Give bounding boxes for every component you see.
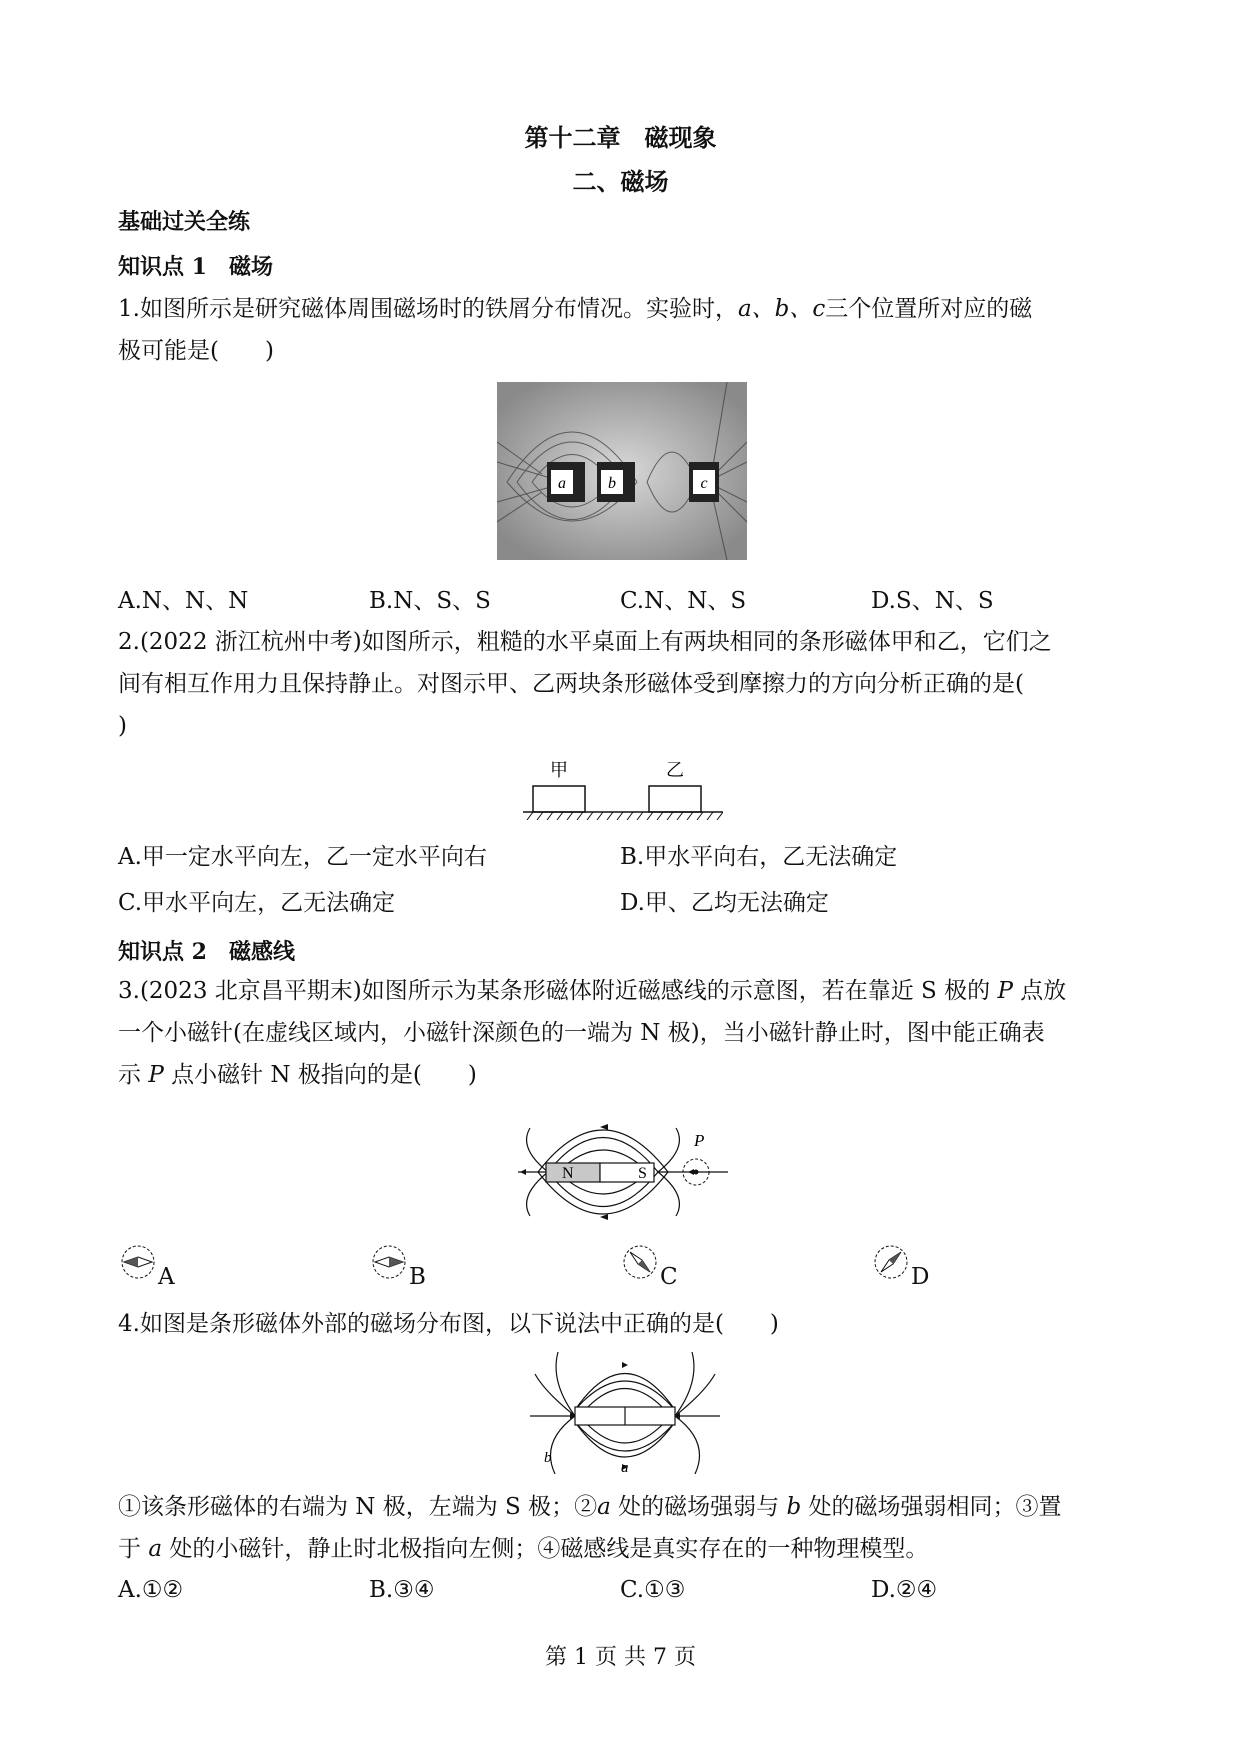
q3-option-a-label: A	[158, 1264, 175, 1290]
q4-option-b: B.③④	[369, 1577, 435, 1603]
label-a-point: a	[621, 1460, 629, 1474]
q3-option-a-compass	[118, 1244, 178, 1290]
bar-magnet-field-lines-figure	[518, 1108, 728, 1238]
q2-option-a: A.甲一定水平向左，乙一定水平向右	[118, 844, 487, 870]
question-2-stem: 2.(2022 浙江杭州中考)如图所示，粗糙的水平桌面上有两块相同的条形磁体甲和乙，它们之 间有相互作用力且保持静止。对图示甲、乙两块条形磁体受到摩擦力的方向分析正确的是( )	[118, 629, 1052, 739]
question-4-stem: 4.如图是条形磁体外部的磁场分布图，以下说法中正确的是( )	[118, 1311, 779, 1337]
knowledge-point-1-title: 知识点 1 磁场	[118, 254, 273, 280]
q4-option-c: C.①③	[620, 1577, 686, 1603]
q2-option-d: D.甲、乙均无法确定	[620, 890, 829, 916]
label-p: P	[694, 1131, 705, 1150]
q1-option-a: A.N、N、N	[118, 588, 249, 614]
question-1-stem: 1.如图所示是研究磁体周围磁场时的铁屑分布情况。实验时，a、b、c三个位置所对应的磁 极可能是( )	[118, 296, 1033, 364]
label-n-pole: N	[562, 1165, 574, 1182]
q3-option-c-label: C	[660, 1264, 678, 1290]
q4-option-d: D.②④	[871, 1577, 938, 1603]
label-s-pole: S	[638, 1165, 647, 1182]
q3-option-c-compass	[620, 1244, 680, 1290]
question-4-statements: ①该条形磁体的右端为 N 极，左端为 S 极；②a 处的磁场强弱与 b 处的磁场强弱相同；③置 于 a 处的小磁针，静止时北极指向左侧；④磁感线是真实存在的一种物理模型。	[118, 1494, 1062, 1562]
q3-option-d-label: D	[911, 1264, 930, 1290]
label-c: c	[700, 475, 708, 492]
section-title: 二、磁场	[572, 167, 669, 196]
bar-magnet-external-field-figure	[530, 1352, 720, 1474]
iron-filings-photo	[497, 382, 747, 560]
question-3-stem: 3.(2023 北京昌平期末)如图所示为某条形磁体附近磁感线的示意图，若在靠近 S 极的 P 点放 一个小磁针(在虚线区域内，小磁针深颜色的一端为 N 极)，当小磁针静止时，图中能正确表 示 P 点小磁针 N 极指向的是( )	[118, 978, 1067, 1088]
label-b: b	[608, 475, 616, 492]
two-magnets-on-table-figure	[523, 758, 723, 820]
q2-option-b: B.甲水平向右，乙无法确定	[620, 844, 898, 870]
chapter-title: 第十二章 磁现象	[524, 123, 717, 152]
q3-option-b-compass	[369, 1244, 429, 1290]
label-jia: 甲	[550, 760, 568, 780]
q3-option-b-label: B	[409, 1264, 426, 1290]
knowledge-point-2-title: 知识点 2 磁感线	[118, 939, 295, 965]
q1-option-d: D.S、N、S	[871, 588, 994, 614]
part-title: 基础过关全练	[118, 209, 251, 235]
q1-option-b: B.N、S、S	[369, 588, 491, 614]
q3-option-d-compass	[871, 1244, 931, 1290]
label-yi: 乙	[666, 760, 684, 780]
page-footer: 第 1 页 共 7 页	[545, 1645, 696, 1670]
label-a: a	[558, 475, 566, 492]
q2-option-c: C.甲水平向左，乙无法确定	[118, 890, 396, 916]
q4-option-a: A.①②	[118, 1577, 184, 1603]
q1-option-c: C.N、N、S	[620, 588, 747, 614]
label-b-point: b	[544, 1450, 552, 1466]
